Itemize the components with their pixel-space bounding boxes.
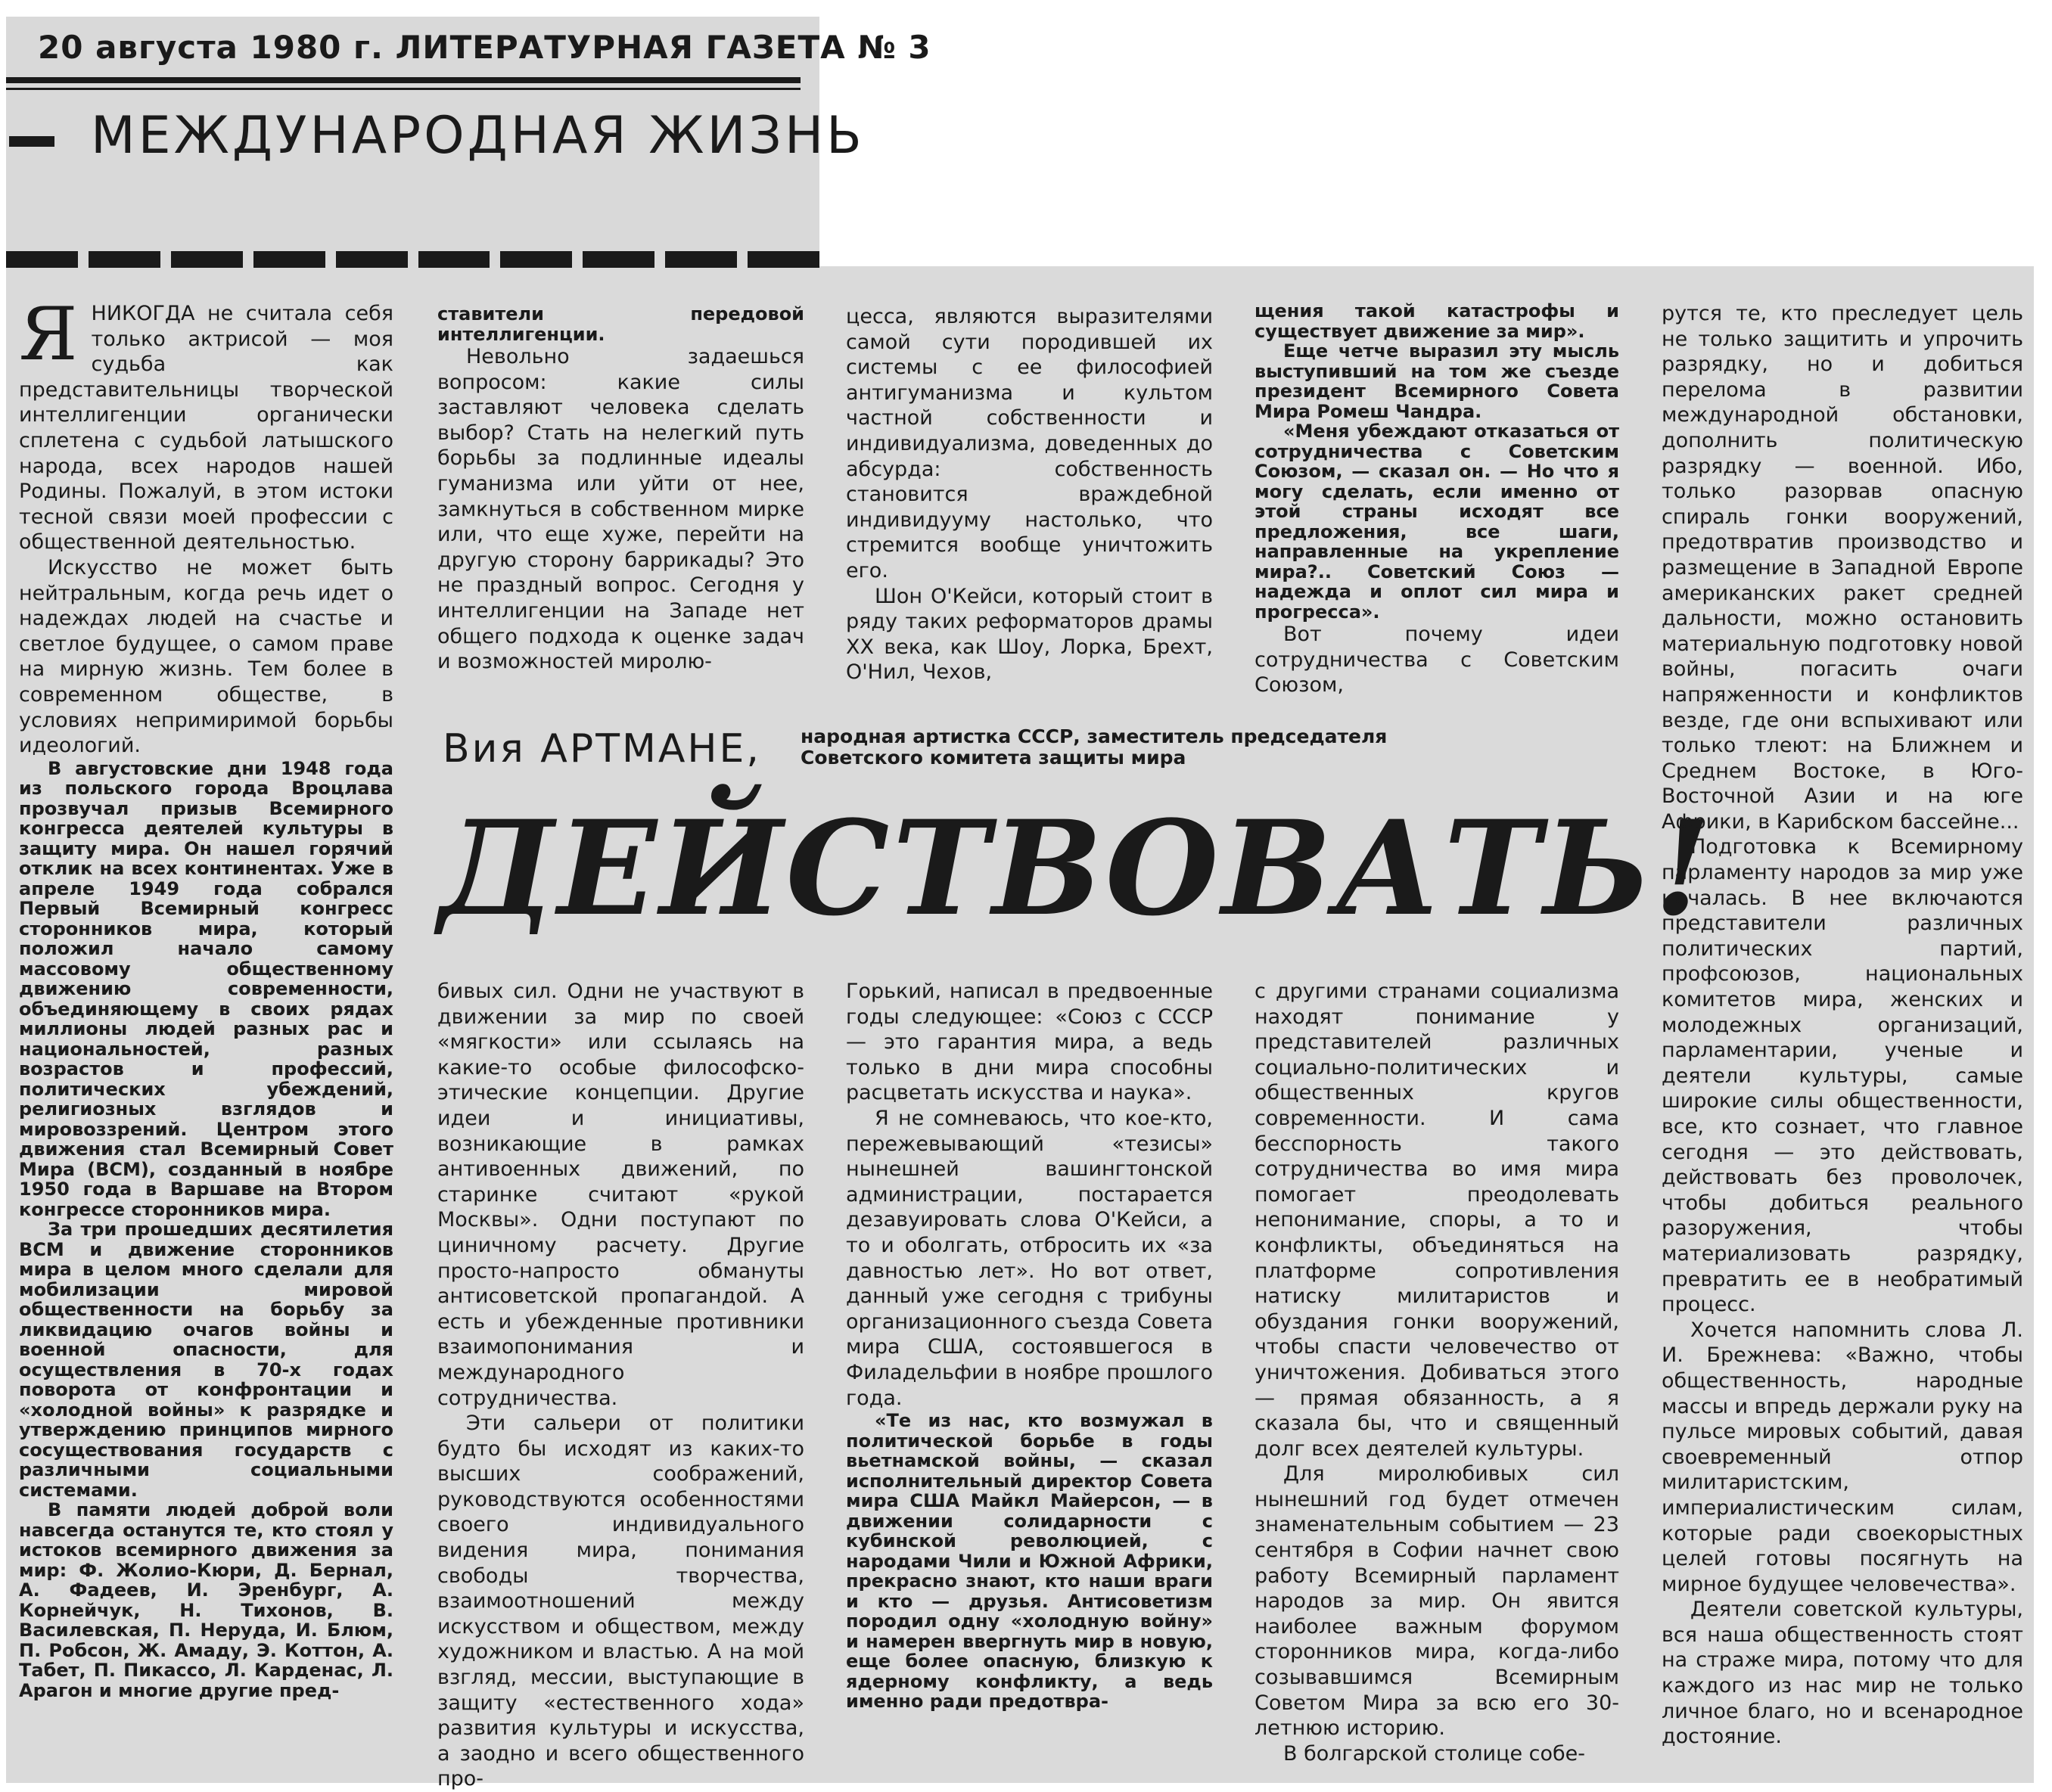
paragraph: Эти сальери от политики будто бы исходят из каких-то высших соображений, руководствуются особенностями своего индивидуального видения мира, понимания свободы творчества, взаимоотношений между искусством и обществом, между художником и властью. А на мой взгляд, мессии, выступающие в защиту «естественного хода» развития культуры и искусства, а заодно и всего общественного про- [437, 1412, 804, 1791]
article-column-5 [1662, 301, 2023, 1750]
dateline-rule-thin [6, 88, 801, 90]
paragraph: бивых сил. Одни не участвуют в движении за мир по своей «мягкости» или ссылаясь на какие-то особые философско-этические концепции. Другие идеи и инициативы, возникающие в рамках антивоенных движений, по старинке считают «рукой Москвы». Одни поступают по циничному расчету. Другие просто-напросто обмануты антисоветской пропагандой. А есть и убежденные противники взаимопонимания и международного сотрудничества. [437, 980, 804, 1410]
paragraph: с другими странами социализма находят понимание у представителей различных социально-политических и общественных кругов современности. И сама бесспорность такого сотрудничества во имя мира помогает преодолевать непонимание, споры, а то и конфликты, объединяться на платформе сопротивления натиску милитаристов и обуздания гонки вооружений, чтобы спасти человечество от уничтожения. Добиваться этого — прямая обязанность, а я сказала бы, что и священный долг всех деятелей культуры. [1255, 980, 1619, 1461]
article-column-4-top [1255, 301, 1619, 698]
newspaper-dateline: 20 августа 1980 г. ЛИТЕРАТУРНАЯ ГАЗЕТА № 3 [38, 29, 931, 66]
section-title: МЕЖДУНАРОДНАЯ ЖИЗНЬ [91, 106, 865, 166]
paragraph: За три прошедших десятилетия ВСМ и движение сторонников мира в целом много сделали для мобилизации мировой общественности на борьбу за ликвидацию очагов войны и военной опасности, для осуществления в 70-х годах поворота от конфронтации и «холодной войны» к разрядке и утверждению принципов мирного сосуществования государств с различными социальными системами. [19, 1219, 393, 1501]
paragraph: Искусство не может быть нейтральным, когда речь идет о надеждах людей на счастье и светлое будущее, о самом праве на мирную жизнь. Тем более в современном обществе, в условиях непримиримой борьбы идеологий. [19, 555, 393, 758]
paragraph: Невольно задаешься вопросом: какие силы заставляют человека сделать выбор? Стать на нелегкий путь борьбы за подлинные идеалы гуманизма или уйти от нее, замкнуться в собственном мирке или, что еще хуже, перейти на другую сторону баррикады? Это не праздный вопрос. Сегодня у интеллигенции на Западе нет общего подхода к оценке задач и возможностей миролю- [437, 345, 804, 674]
paragraph: цесса, являются выразителями самой сути породившей их системы с ее философией антигуманизма и культом частной собственности и индивидуализма, доведенных до абсурда: собственность становится враждебной индивидууму настолько, что стремится вообще уничтожить его. [846, 305, 1213, 582]
article-column-2-top [437, 304, 804, 675]
paragraph: В болгарской столице собе- [1283, 1741, 1586, 1766]
paragraph: Вот почему идеи сотрудничества с Советским Союзом, [1255, 623, 1619, 697]
section-dash-rule [6, 251, 819, 268]
paragraph: В августовские дни 1948 года из польского города Вроцлава прозвучал призыв Всемирного конгресса деятелей культуры в защиту мира. Он нашел горячий отклик на всех континентах. Уже в апреле 1949 года собрался Первый Всемирный конгресс сторонников мира, который положил начало самому массовому общественному движению современности, объединяющему в своих рядах миллионы людей разных рас и национальностей, разных возрастов и профессий, политических убеждений, религиозных взглядов и мировоззрений. Центром этого движения стал Всемирный Совет Мира (ВСМ), созданный в ноябре 1950 года в Варшаве на Втором конгрессе сторонников мира. [19, 757, 393, 1220]
article-headline: ДЕЙСТВОВАТЬ! [439, 791, 1715, 945]
article-column-4-bottom [1255, 979, 1619, 1766]
paragraph: В памяти людей доброй воли навсегда останутся те, кто стоял у истоков всемирного движения за мир: Ф. Жолио-Кюри, Д. Бернал, А. Фадеев, И. Эренбург, А. Корнейчук, Н. Тихонов, В. Василевская, П. Неруда, И. Блюм, П. Робсон, Ж. Амаду, Э. Коттон, А. Табет, П. Пикассо, Л. Карденас, Л. Арагон и многие другие пред- [19, 1499, 393, 1701]
paragraph: Шон О'Кейси, который стоит в ряду таких реформаторов драмы XX века, как Шоу, Лорка, Брехт, О'Нил, Чехов, [846, 584, 1213, 685]
author-name: Вия АРТМАНЕ, [443, 726, 761, 772]
paragraph: НИКОГДА не считала себя только актрисой — моя судьба как представительницы творческой интеллигенции органически сплетена с судьбой латышского народа, всех народов нашей Родины. Пожалуй, в этом истоки тесной связи моей профессии с общественной деятельностью. [19, 302, 393, 554]
paragraph: Горький, написал в предвоенные годы следующее: «Союз с СССР — это гарантия мира, а ведь только в дни мира способны расцветать искусства и наука». [846, 980, 1213, 1105]
paragraph: Хочется напомнить слова Л. И. Брежнева: «Важно, чтобы общественность, народные массы и впредь держали руку на пульсе мировых событий, давая своевременный отпор милитаристским, империалистическим силам, которые ради своекорыстных целей готовы посягнуть на мирное будущее человечества». [1662, 1318, 2023, 1596]
dateline-rule [6, 77, 801, 83]
article-column-1 [19, 292, 393, 1701]
paragraph: Деятели советской культуры, вся наша общественность стоят на страже мира, потому что для каждого из нас мир не только личное благо, но и всенародное достояние. [1662, 1598, 2023, 1749]
paragraph: рутся те, кто преследует цель не только защитить и упрочить разрядку, но и добиться перелома в развитии международной обстановки, дополнить политическую разрядку — военной. Ибо, только разорвав опасную спираль гонки вооружений, предотвратив производство и размещение в Западной Европе американских ракет средней дальности, можно остановить материальную подготовку новой войны, погасить очаги напряженности и конфликтов везде, где они вспыхивают или только тлеют: на Ближнем и Среднем Востоке, в Юго-Восточной Азии и на юге Африки, в Карибском бассейне... [1662, 302, 2023, 834]
paragraph: Для миролюбивых сил нынешний год будет отмечен знаменательным событием — 23 сентября в Софии начнет свою работу Всемирный парламент народов за мир. Он явится наиболее важным форумом сторонников мира, когда-либо созывавшимся Всемирным Советом Мира за всю его 30-летнюю историю. [1255, 1462, 1619, 1741]
paragraph: «Меня убеждают отказаться от сотрудничества с Советским Союзом, — сказал он. — Но что я могу сделать, если именно от этой страны исходят все предложения, все шаги, направленные на укрепление мира?.. Советский Союз — надежда и оплот сил мира и прогресса». [1255, 421, 1619, 623]
paragraph: Подготовка к Всемирному парламенту народов за мир уже началась. В нее включаются представители различных политических партий, профсоюзов, национальных комитетов мира, женских и молодежных организаций, парламентарии, ученые и деятели культуры, самые широкие силы общественности, все, кто сознает, что главное сегодня — это действовать, действовать без проволочек, чтобы добиться реального разоружения, чтобы материализовать разрядку, превратить ее в необратимый процесс. [1662, 835, 2023, 1317]
article-column-3-top [846, 304, 1213, 685]
drop-cap: Я [19, 292, 78, 377]
paragraph: щения такой катастрофы и существует движение за мир». [1255, 300, 1619, 342]
paragraph: ставители передовой интеллигенции. [437, 303, 804, 345]
paragraph: Еще четче выразил эту мысль выступивший на том же съезде президент Всемирного Совета Мира Ромеш Чандра. [1255, 340, 1619, 422]
paragraph: Я не сомневаюсь, что кое-кто, пережевывающий «тезисы» нынешней вашингтонской администрации, постарается дезавуировать слова О'Кейси, а то и оболгать, отбросить их «за давностью лет». Но вот ответ, данный уже сегодня с трибуны организационного съезда Совета мира США, состоявшегося в Филадельфии в ноябре прошлого года. [846, 1106, 1213, 1410]
article-column-3-bottom [846, 979, 1213, 1712]
section-dash [9, 136, 54, 147]
article-column-2-bottom [437, 979, 804, 1792]
paragraph: «Те из нас, кто возмужал в политической борьбе в годы вьетнамской войны, — сказал исполнительный директор Совета мира США Майкл Майерсон, — в движении солидарности с кубинской революцией, с народами Чили и Южной Африки, прекрасно знают, кто наши враги и кто — друзья. Антисоветизм породил одну «холодную войну» и намерен ввергнуть мир в новую, еще более опасную, близкую к ядерному конфликту, а ведь именно ради предотвра- [846, 1410, 1213, 1713]
author-role: народная артистка СССР, заместитель председателя Советского комитета защиты мира [801, 725, 1388, 769]
